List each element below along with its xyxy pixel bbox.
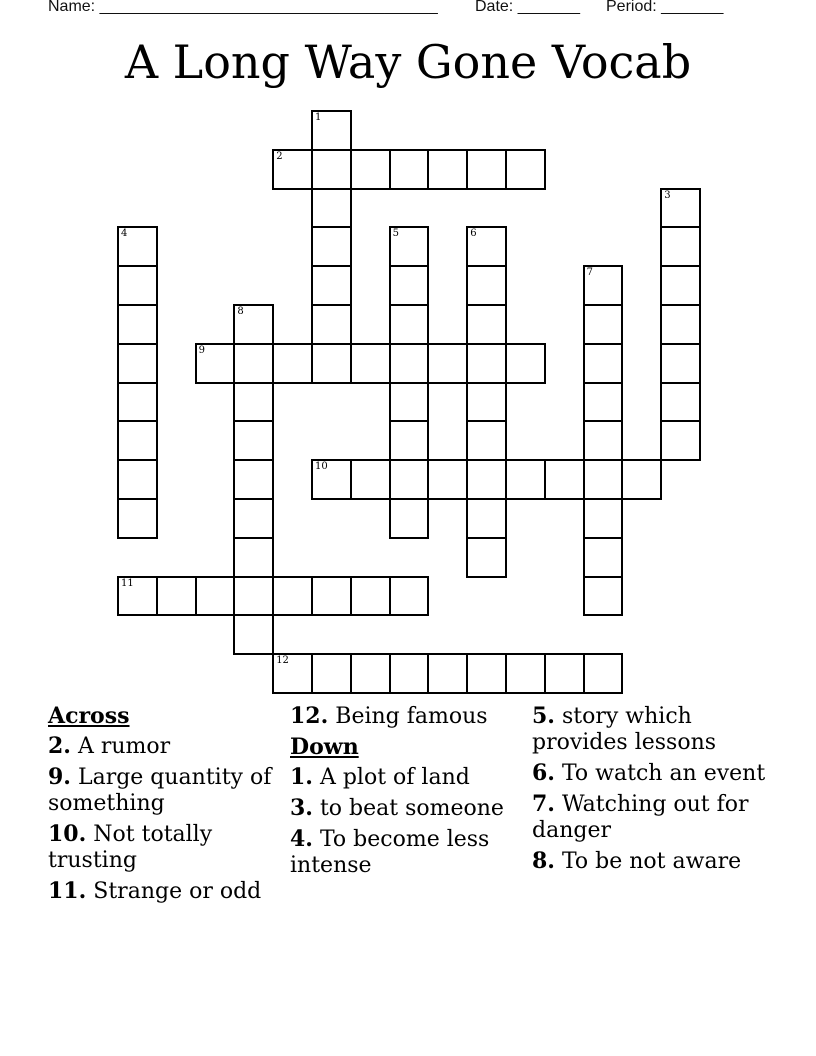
crossword-cell[interactable] xyxy=(660,420,701,461)
crossword-cell[interactable] xyxy=(117,265,158,306)
crossword-cell[interactable] xyxy=(660,343,701,384)
clue-number: 8. xyxy=(532,848,555,874)
crossword-cell[interactable] xyxy=(389,304,430,345)
crossword-cell[interactable] xyxy=(466,459,507,500)
crossword-cell[interactable] xyxy=(311,265,352,306)
crossword-cell[interactable] xyxy=(389,265,430,306)
crossword-cell[interactable] xyxy=(389,576,430,617)
crossword-cell[interactable] xyxy=(311,188,352,229)
crossword-cell[interactable] xyxy=(311,459,352,500)
clue-number-label: 9 xyxy=(198,344,205,356)
crossword-cell[interactable] xyxy=(583,420,624,461)
clue-number-label: 3 xyxy=(664,189,671,201)
crossword-cell[interactable] xyxy=(583,304,624,345)
crossword-cell[interactable] xyxy=(583,459,624,500)
crossword-cell[interactable] xyxy=(466,420,507,461)
crossword-cell[interactable] xyxy=(660,304,701,345)
clue-number-label: 10 xyxy=(315,461,328,473)
crossword-cell[interactable] xyxy=(583,537,624,578)
clue-text: Watching out for danger xyxy=(532,792,749,843)
crossword-cell[interactable] xyxy=(350,149,391,190)
clue-text: To watch an event xyxy=(554,761,766,786)
crossword-cell[interactable] xyxy=(466,343,507,384)
clues-column-3 xyxy=(532,703,768,879)
clue-number-label: 5 xyxy=(392,228,399,240)
crossword-cell[interactable] xyxy=(583,382,624,423)
crossword-cell[interactable] xyxy=(505,343,546,384)
crossword-cell[interactable] xyxy=(660,188,701,229)
crossword-cell[interactable] xyxy=(311,304,352,345)
crossword-cell[interactable] xyxy=(117,420,158,461)
clues-column-2 xyxy=(290,703,522,883)
crossword-cell[interactable] xyxy=(660,382,701,423)
crossword-cell[interactable] xyxy=(389,653,430,694)
crossword-cell[interactable] xyxy=(117,304,158,345)
crossword-cell[interactable] xyxy=(233,459,274,500)
clue-number-label: 7 xyxy=(586,267,593,279)
clue-number: 2. xyxy=(48,733,71,759)
clue-text: To be not aware xyxy=(554,849,742,874)
clue-text: Large quantity of something xyxy=(48,765,272,816)
clue-number-label: 4 xyxy=(121,228,128,240)
crossword-cell[interactable] xyxy=(389,343,430,384)
clue-down-1 xyxy=(290,764,522,791)
clue-text: Strange or odd xyxy=(86,879,262,904)
crossword-cell[interactable] xyxy=(311,110,352,151)
period-field-label: Period: _______ xyxy=(606,0,724,15)
crossword-cell[interactable] xyxy=(427,149,468,190)
crossword-cell[interactable] xyxy=(583,576,624,617)
clue-text: to beat someone xyxy=(312,796,504,821)
clue-across-12 xyxy=(290,703,522,730)
crossword-cell[interactable] xyxy=(466,304,507,345)
crossword-cell[interactable] xyxy=(389,149,430,190)
clue-number: 3. xyxy=(290,795,313,821)
crossword-cell[interactable] xyxy=(350,343,391,384)
crossword-cell[interactable] xyxy=(233,498,274,539)
crossword-cell[interactable] xyxy=(583,653,624,694)
crossword-cell[interactable] xyxy=(466,382,507,423)
crossword-cell[interactable] xyxy=(233,382,274,423)
page-title: A Long Way Gone Vocab xyxy=(124,35,692,89)
down-heading: Down xyxy=(290,734,359,760)
crossword-cell[interactable] xyxy=(233,576,274,617)
clue-across-9 xyxy=(48,764,280,817)
crossword-cell[interactable] xyxy=(544,653,585,694)
clue-text: To become less intense xyxy=(290,827,490,878)
crossword-cell[interactable] xyxy=(233,537,274,578)
clue-number-label: 2 xyxy=(276,150,283,162)
crossword-cell[interactable] xyxy=(583,265,624,306)
clue-number: 5. xyxy=(532,703,555,729)
clue-across-10 xyxy=(48,821,280,874)
clue-number-label: 11 xyxy=(121,577,134,589)
crossword-cell[interactable] xyxy=(583,498,624,539)
clue-number-label: 1 xyxy=(315,112,322,123)
crossword-cell[interactable] xyxy=(505,459,546,500)
clue-down-4 xyxy=(290,826,522,879)
across-heading: Across xyxy=(48,703,130,729)
clue-down-8 xyxy=(532,848,768,875)
crossword-cell[interactable] xyxy=(660,226,701,267)
crossword-cell[interactable] xyxy=(311,653,352,694)
clues-column-1 xyxy=(48,703,280,909)
crossword-cell[interactable] xyxy=(311,226,352,267)
crossword-cell[interactable] xyxy=(660,265,701,306)
crossword-cell[interactable] xyxy=(311,576,352,617)
clue-number-label: 12 xyxy=(276,655,289,667)
clue-number-label: 6 xyxy=(470,228,477,240)
crossword-cell[interactable] xyxy=(311,149,352,190)
crossword-cell[interactable] xyxy=(117,382,158,423)
crossword-cell[interactable] xyxy=(427,653,468,694)
clue-down-7 xyxy=(532,791,768,844)
crossword-cell[interactable] xyxy=(195,576,236,617)
clue-number: 11. xyxy=(48,878,87,904)
crossword-cell[interactable] xyxy=(350,576,391,617)
crossword-cell[interactable] xyxy=(389,226,430,267)
crossword-cell[interactable] xyxy=(350,653,391,694)
clue-across-11 xyxy=(48,878,280,905)
clue-text: Being famous xyxy=(328,704,488,729)
crossword-cell[interactable] xyxy=(233,614,274,655)
clue-text: A plot of land xyxy=(312,765,470,790)
crossword-cell[interactable] xyxy=(233,343,274,384)
crossword-cell[interactable] xyxy=(272,653,313,694)
crossword-cell[interactable] xyxy=(195,343,236,384)
clue-down-6 xyxy=(532,760,768,787)
clue-number: 6. xyxy=(532,760,555,786)
crossword-cell[interactable] xyxy=(117,576,158,617)
clue-text: Not totally trusting xyxy=(48,822,213,873)
crossword-cell[interactable] xyxy=(389,382,430,423)
date-field-label: Date: _______ xyxy=(475,0,580,15)
clue-number: 10. xyxy=(48,821,87,847)
clue-number-label: 8 xyxy=(237,306,244,317)
clue-number: 7. xyxy=(532,791,555,817)
crossword-cell[interactable] xyxy=(427,459,468,500)
crossword-cell[interactable] xyxy=(272,149,313,190)
crossword-cell[interactable] xyxy=(350,459,391,500)
clue-text: A rumor xyxy=(70,734,171,759)
clue-number: 1. xyxy=(290,764,313,790)
clue-across-2 xyxy=(48,733,280,760)
crossword-cell[interactable] xyxy=(621,459,662,500)
crossword-cell[interactable] xyxy=(117,343,158,384)
crossword-cell[interactable] xyxy=(233,304,274,345)
crossword-cell[interactable] xyxy=(117,226,158,267)
crossword-cell[interactable] xyxy=(583,343,624,384)
clue-number: 4. xyxy=(290,826,313,852)
crossword-cell[interactable] xyxy=(466,498,507,539)
crossword-cell[interactable] xyxy=(389,459,430,500)
crossword-cell[interactable] xyxy=(389,498,430,539)
crossword-cell[interactable] xyxy=(117,498,158,539)
crossword-cell[interactable] xyxy=(156,576,197,617)
crossword-cell[interactable] xyxy=(272,343,313,384)
crossword-cell[interactable] xyxy=(427,343,468,384)
clue-number: 9. xyxy=(48,764,71,790)
crossword-cell[interactable] xyxy=(272,576,313,617)
crossword-cell[interactable] xyxy=(466,265,507,306)
clue-text: story which provides lessons xyxy=(532,704,717,755)
crossword-cell[interactable] xyxy=(117,459,158,500)
crossword-cell[interactable] xyxy=(466,653,507,694)
crossword-cell[interactable] xyxy=(389,420,430,461)
clue-number: 12. xyxy=(290,703,329,729)
crossword-cell[interactable] xyxy=(466,537,507,578)
clue-down-5 xyxy=(532,703,768,756)
crossword-cell[interactable] xyxy=(466,226,507,267)
clue-down-3 xyxy=(290,795,522,822)
crossword-cell[interactable] xyxy=(466,149,507,190)
crossword-cell[interactable] xyxy=(505,149,546,190)
crossword-cell[interactable] xyxy=(311,343,352,384)
name-field-label: Name: ______________________________________ xyxy=(48,0,438,15)
crossword-cell[interactable] xyxy=(233,420,274,461)
crossword-cell[interactable] xyxy=(505,653,546,694)
crossword-cell[interactable] xyxy=(544,459,585,500)
